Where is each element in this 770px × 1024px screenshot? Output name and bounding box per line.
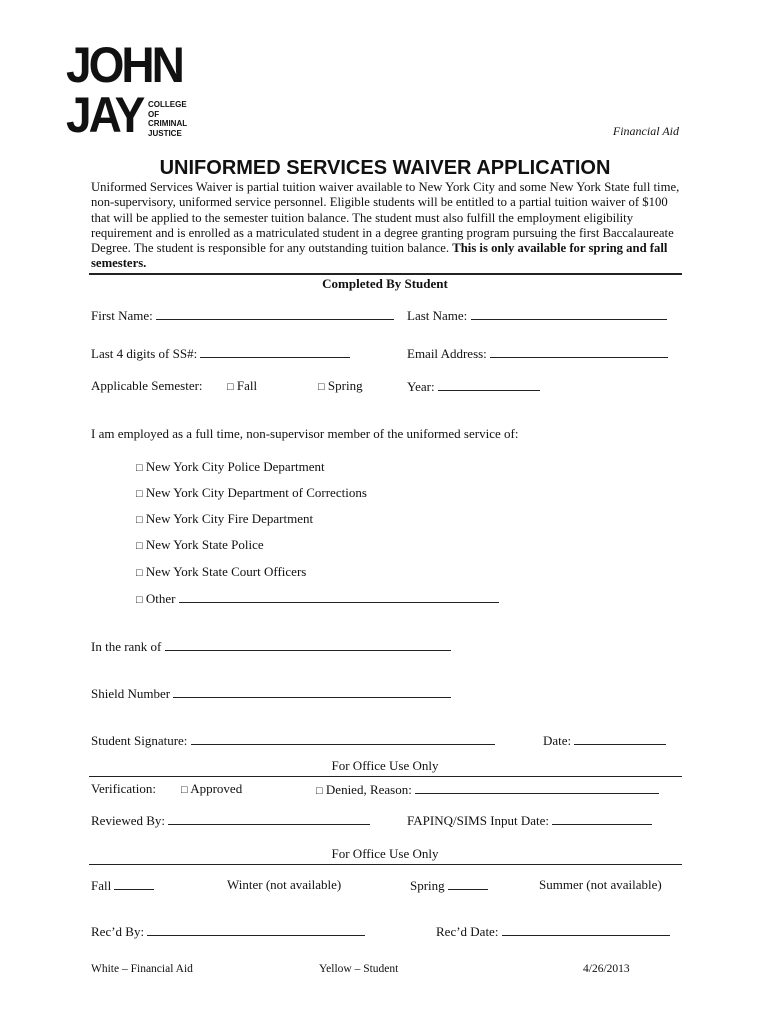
divider (89, 864, 682, 865)
service-option-other[interactable] (136, 590, 499, 607)
rank-line[interactable] (165, 638, 451, 651)
service-label: Other (145, 591, 176, 606)
logo-jay: JAY (66, 86, 143, 143)
date-label: Date: (543, 733, 572, 748)
summer-label: Summer (not available) (539, 877, 662, 892)
office-name: Financial Aid (612, 124, 679, 138)
service-option-fire[interactable] (136, 511, 313, 527)
intro-paragraph (91, 180, 681, 272)
approved-option[interactable] (181, 781, 242, 797)
service-option-state-police[interactable] (136, 537, 264, 553)
ssn-label: Last 4 digits of SS#: (91, 346, 198, 361)
logo-john: JOHN (66, 36, 182, 93)
service-option-corrections[interactable] (136, 485, 367, 501)
approved-checkbox[interactable]: □ (181, 784, 188, 796)
approved-label: Approved (190, 781, 243, 796)
date-line[interactable] (574, 732, 666, 745)
service-label: New York City Police Department (145, 459, 325, 474)
reviewed-by-line[interactable] (168, 812, 370, 825)
spring-office-field[interactable] (410, 877, 488, 894)
spring-label: Spring (327, 378, 363, 393)
denied-option[interactable] (316, 781, 659, 798)
service-checkbox[interactable]: □ (136, 540, 143, 552)
rank-field[interactable] (91, 638, 451, 655)
last-name-label: Last Name: (407, 308, 468, 323)
semester-label: Applicable Semester: (91, 378, 203, 393)
first-name-label: First Name: (91, 308, 153, 323)
logo-subtext (148, 100, 187, 138)
denied-reason-line[interactable] (415, 781, 659, 794)
intro-text: Uniformed Services Waiver is partial tuition waiver available to New York City and some New York State full time, non-supervisory, uniformed service personnel. Eligible students will be entitled to a partial tuition waiver of $100 that will be applied to the semester tuition balance. The student must also fulfill the employment eligibility requirement and is enrolled as a matriculated student in a degree granting program pursuing the first Baccalaureate Degree. The student is responsible for any outstanding tuition balance. (91, 180, 680, 256)
last-name-field[interactable] (407, 307, 667, 324)
service-checkbox[interactable]: □ (136, 462, 143, 474)
footer-date: 4/26/2013 (583, 963, 630, 975)
spring-office-line[interactable] (448, 877, 488, 890)
reviewed-by-field[interactable] (91, 812, 370, 829)
first-name-field[interactable] (91, 307, 394, 324)
signature-field[interactable] (91, 732, 495, 749)
spring-office-label: Spring (410, 878, 445, 893)
footer-copy-yellow: Yellow – Student (319, 963, 399, 975)
fall-office-label: Fall (91, 878, 112, 893)
email-field[interactable] (407, 345, 668, 362)
last-name-line[interactable] (471, 307, 667, 320)
denied-label: Denied, Reason: (325, 782, 412, 797)
first-name-line[interactable] (156, 307, 394, 320)
shield-field[interactable] (91, 685, 451, 702)
service-checkbox[interactable]: □ (136, 594, 143, 606)
spring-checkbox[interactable]: □ (318, 381, 325, 393)
email-label: Email Address: (407, 346, 487, 361)
logo-word-justice: JUSTICE (148, 128, 182, 138)
logo-word-college: COLLEGE (148, 100, 187, 109)
year-field[interactable] (407, 378, 540, 395)
service-label: New York State Police (145, 537, 264, 552)
recd-by-label: Rec’d By: (91, 924, 145, 939)
service-label: New York State Court Officers (145, 564, 307, 579)
signature-label: Student Signature: (91, 733, 188, 748)
shield-label: Shield Number (91, 686, 171, 701)
recd-date-field[interactable] (436, 923, 670, 940)
spring-option[interactable] (318, 378, 363, 394)
year-label: Year: (407, 379, 435, 394)
other-line[interactable] (179, 590, 499, 603)
fapinq-line[interactable] (552, 812, 652, 825)
date-field[interactable] (543, 732, 666, 749)
rank-label: In the rank of (91, 639, 162, 654)
service-option-nypd[interactable] (136, 459, 325, 475)
recd-date-label: Rec’d Date: (436, 924, 499, 939)
shield-line[interactable] (173, 685, 451, 698)
service-checkbox[interactable]: □ (136, 488, 143, 500)
divider (89, 776, 682, 777)
fapinq-label: FAPINQ/SIMS Input Date: (407, 813, 550, 828)
fall-option[interactable] (227, 378, 257, 394)
employed-statement: I am employed as a full time, non-supervisor member of the uniformed service of: (91, 426, 519, 441)
recd-by-line[interactable] (147, 923, 365, 936)
page-title: UNIFORMED SERVICES WAIVER APPLICATION (159, 157, 611, 179)
logo-word-criminal: CRIMINAL (148, 119, 188, 128)
ssn-field[interactable] (91, 345, 350, 362)
signature-line[interactable] (191, 732, 495, 745)
service-option-court-officers[interactable] (136, 564, 306, 580)
office-section-heading: For Office Use Only (331, 758, 439, 773)
year-line[interactable] (438, 378, 540, 391)
recd-by-field[interactable] (91, 923, 365, 940)
service-checkbox[interactable]: □ (136, 567, 143, 579)
divider (89, 273, 682, 275)
email-line[interactable] (490, 345, 668, 358)
service-label: New York City Department of Corrections (145, 485, 367, 500)
fall-label: Fall (236, 378, 258, 393)
recd-date-line[interactable] (502, 923, 670, 936)
reviewed-by-label: Reviewed By: (91, 813, 166, 828)
verification-label: Verification: (91, 781, 156, 796)
student-section-heading: Completed By Student (322, 276, 448, 291)
fall-checkbox[interactable]: □ (227, 381, 234, 393)
ssn-line[interactable] (200, 345, 350, 358)
intro-bold-note: This is only available for spring and fall semesters. (91, 241, 668, 271)
fall-office-field[interactable] (91, 877, 154, 894)
footer-copy-white: White – Financial Aid (91, 963, 193, 975)
fall-office-line[interactable] (114, 877, 154, 890)
fapinq-field[interactable] (407, 812, 652, 829)
service-label: New York City Fire Department (145, 511, 314, 526)
logo-word-of: OF (148, 109, 160, 119)
service-checkbox[interactable]: □ (136, 514, 143, 526)
winter-label: Winter (not available) (227, 877, 342, 892)
denied-checkbox[interactable]: □ (316, 785, 323, 797)
office-section-heading: For Office Use Only (331, 846, 439, 861)
